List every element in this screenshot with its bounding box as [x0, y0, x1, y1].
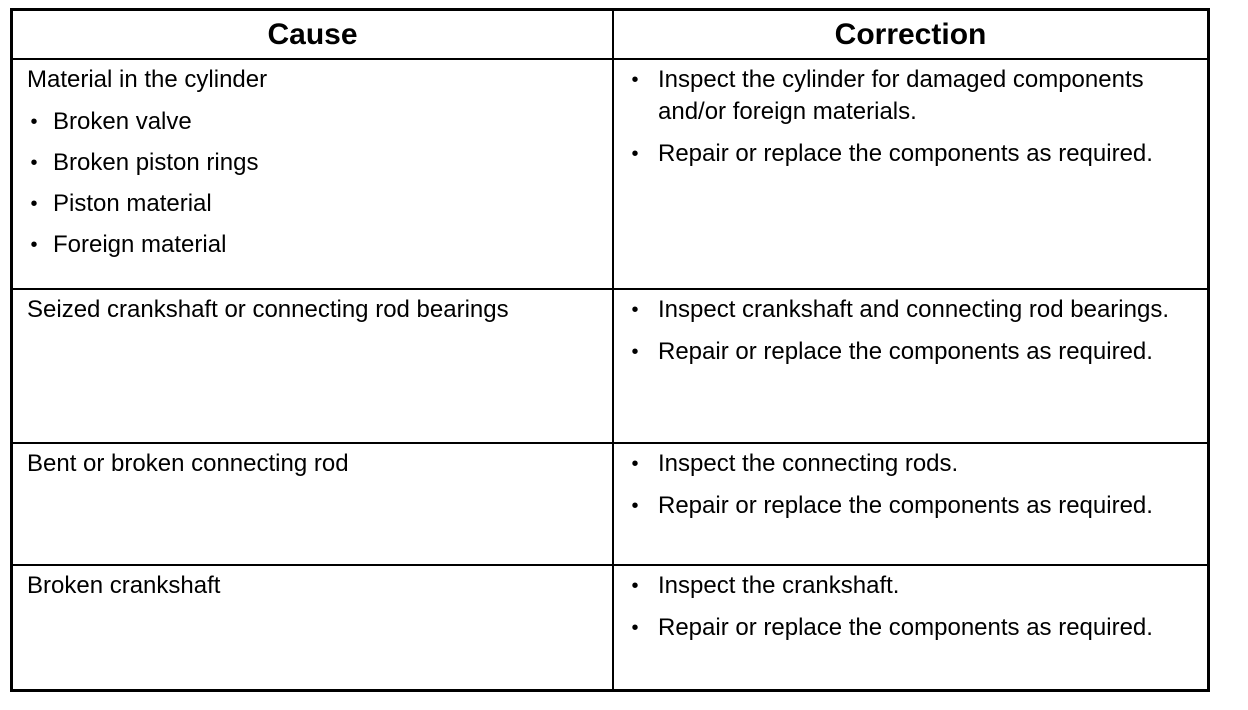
correction-item: • Repair or replace the components as required.	[630, 490, 1197, 522]
cause-sublist-item: • Piston material	[27, 188, 602, 220]
cause-cell	[13, 565, 613, 689]
cause-correction-table	[13, 11, 1207, 689]
cause-sublist-item: • Foreign material	[27, 229, 602, 261]
correction-list	[630, 294, 1197, 368]
correction-item: • Inspect the cylinder for damaged components and/or foreign materials.	[630, 64, 1197, 128]
cause-sublist	[27, 106, 602, 261]
bullet-icon: •	[30, 111, 38, 133]
bullet-icon: •	[30, 193, 38, 215]
bullet-icon: •	[631, 453, 639, 475]
bullet-icon: •	[631, 495, 639, 517]
cause-text: Bent or broken connecting rod	[27, 450, 349, 477]
cause-cell	[13, 289, 613, 443]
table-header-row	[13, 11, 1207, 59]
cause-text: Material in the cylinder	[27, 66, 268, 93]
bullet-icon: •	[631, 299, 639, 321]
correction-cell	[613, 443, 1207, 565]
troubleshooting-table	[10, 8, 1210, 692]
table-row	[13, 59, 1207, 289]
correction-item: • Inspect crankshaft and connecting rod bearings.	[630, 294, 1197, 326]
correction-cell	[613, 289, 1207, 443]
bullet-icon: •	[631, 143, 639, 165]
cause-text: Seized crankshaft or connecting rod bearings	[27, 296, 509, 323]
bullet-icon: •	[631, 575, 639, 597]
correction-cell	[613, 59, 1207, 289]
correction-list	[630, 448, 1197, 522]
header-cause: Cause	[13, 11, 613, 59]
cause-sublist-item: • Broken valve	[27, 106, 602, 138]
cause-cell	[13, 59, 613, 289]
bullet-icon: •	[30, 234, 38, 256]
bullet-icon: •	[631, 69, 639, 91]
bullet-icon: •	[631, 617, 639, 639]
correction-list	[630, 570, 1197, 644]
table-row	[13, 289, 1207, 443]
correction-item: • Repair or replace the components as required.	[630, 336, 1197, 368]
correction-item: • Repair or replace the components as required.	[630, 138, 1197, 170]
table-row	[13, 565, 1207, 689]
cause-cell	[13, 443, 613, 565]
correction-cell	[613, 565, 1207, 689]
header-correction: Correction	[613, 11, 1207, 59]
correction-item: • Inspect the crankshaft.	[630, 570, 1197, 602]
correction-list	[630, 64, 1197, 170]
cause-text: Broken crankshaft	[27, 572, 221, 599]
correction-item: • Inspect the connecting rods.	[630, 448, 1197, 480]
bullet-icon: •	[30, 152, 38, 174]
bullet-icon: •	[631, 341, 639, 363]
table-row	[13, 443, 1207, 565]
cause-sublist-item: • Broken piston rings	[27, 147, 602, 179]
correction-item: • Repair or replace the components as required.	[630, 612, 1197, 644]
